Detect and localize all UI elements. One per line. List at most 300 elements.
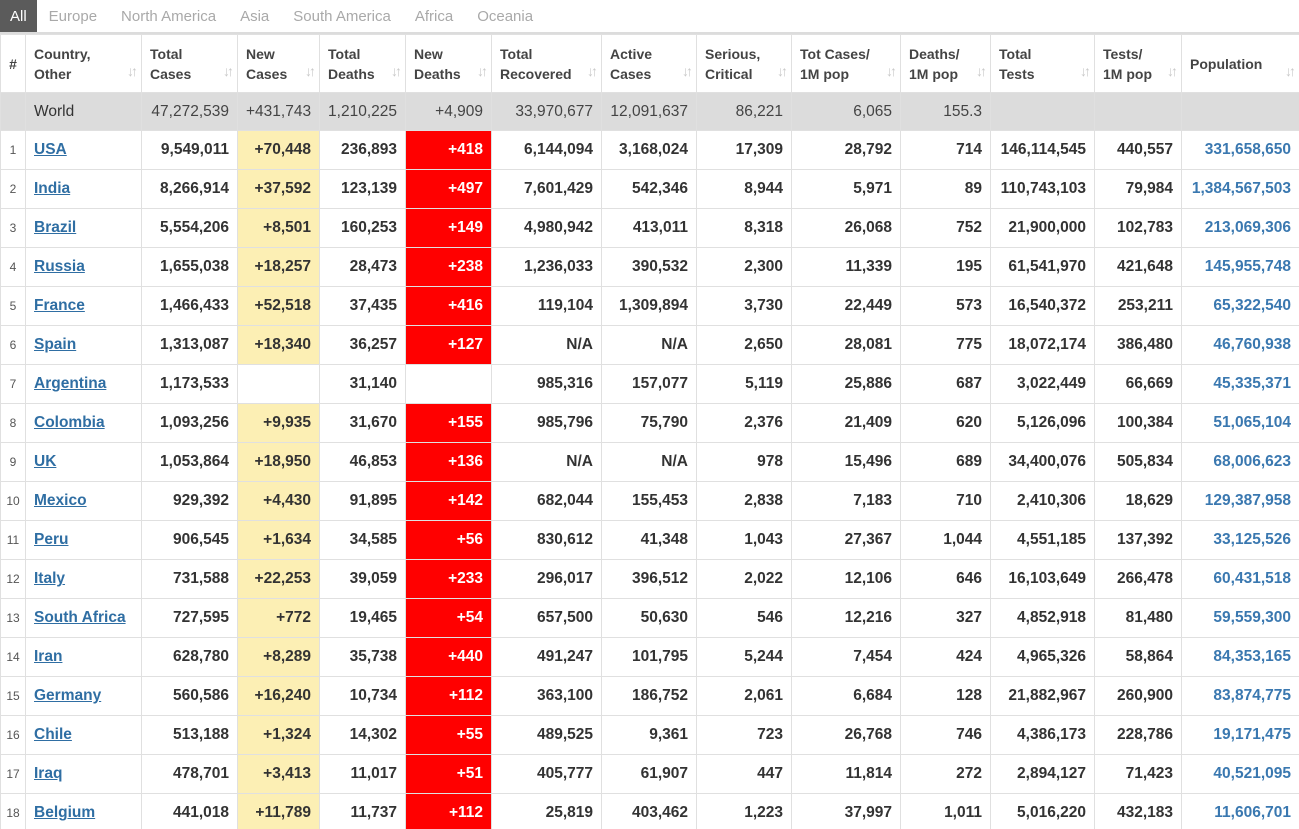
country-link[interactable]: Chile	[34, 726, 72, 743]
cell-total-deaths: 31,670	[320, 404, 406, 443]
header-label: Active	[610, 45, 653, 62]
cell-total-deaths: 35,738	[320, 638, 406, 677]
cell-rank: 9	[1, 443, 26, 482]
cell-total-tests: 4,965,326	[991, 638, 1095, 677]
cell-active-cases: 9,361	[602, 716, 697, 755]
cell-country	[26, 443, 142, 482]
cell-total-tests: 4,386,173	[991, 716, 1095, 755]
cell-rank: 3	[1, 209, 26, 248]
country-link[interactable]: UK	[34, 453, 57, 470]
cell-new-deaths: +142	[406, 482, 492, 521]
header-new-deaths[interactable]	[406, 35, 492, 93]
cell-population: 40,521,095	[1182, 755, 1299, 794]
header-serious-critical[interactable]	[697, 35, 792, 93]
cell-cases-per-1m: 11,814	[792, 755, 901, 794]
cell-total-recovered: 405,777	[492, 755, 602, 794]
cell-new-cases: +22,253	[238, 560, 320, 599]
cell-new-deaths: +418	[406, 131, 492, 170]
cell-total-tests: 21,882,967	[991, 677, 1095, 716]
cell-new-cases: +9,935	[238, 404, 320, 443]
table-row	[1, 638, 1299, 677]
header-cases-per-1m[interactable]	[792, 35, 901, 93]
cell-total-recovered: 491,247	[492, 638, 602, 677]
cell-new-deaths: +136	[406, 443, 492, 482]
cell-new-deaths: +238	[406, 248, 492, 287]
header-country[interactable]	[26, 35, 142, 93]
cell-tests-per-1m: 100,384	[1095, 404, 1182, 443]
cell-serious-critical: 546	[697, 599, 792, 638]
cell-country	[26, 677, 142, 716]
cell-total-tests: 21,900,000	[991, 209, 1095, 248]
cell-serious-critical: 1,043	[697, 521, 792, 560]
cell-rank: 4	[1, 248, 26, 287]
cell-rank: 7	[1, 365, 26, 404]
header-label: New	[246, 45, 275, 62]
header-label: Cases	[610, 65, 652, 82]
cell-total-tests: 2,410,306	[991, 482, 1095, 521]
cell-tests-per-1m: 253,211	[1095, 287, 1182, 326]
cell-new-cases: +16,240	[238, 677, 320, 716]
cell-total-cases: 628,780	[142, 638, 238, 677]
cell-active-cases: 390,532	[602, 248, 697, 287]
cell-deaths-per-1m: 272	[901, 755, 991, 794]
cell-tests-per-1m: 260,900	[1095, 677, 1182, 716]
cell-active-cases: 50,630	[602, 599, 697, 638]
country-link[interactable]: Italy	[34, 570, 66, 587]
cell-cases-per-1m: 12,216	[792, 599, 901, 638]
cell-rank: 16	[1, 716, 26, 755]
country-link[interactable]: Peru	[34, 531, 69, 548]
world-row	[1, 93, 1299, 131]
cell-total-recovered: 6,144,094	[492, 131, 602, 170]
cell-new-cases: +1,324	[238, 716, 320, 755]
cell-population: 46,760,938	[1182, 326, 1299, 365]
cell-tests-per-1m: 266,478	[1095, 560, 1182, 599]
cell-country	[26, 170, 142, 209]
table-row	[1, 131, 1299, 170]
cell-total-recovered: 830,612	[492, 521, 602, 560]
sort-both-icon[interactable]: ↓↑	[1285, 63, 1293, 79]
cell-serious-critical: 2,061	[697, 677, 792, 716]
tab-all[interactable]: All	[0, 0, 37, 32]
sort-both-icon[interactable]: ↓↑	[305, 63, 313, 79]
cell-total-cases: 727,595	[142, 599, 238, 638]
country-link[interactable]: Colombia	[34, 414, 105, 431]
cell-rank: 18	[1, 794, 26, 829]
header-label: Total	[328, 45, 361, 62]
cell-active-cases: N/A	[602, 326, 697, 365]
header-label: Cases	[150, 65, 192, 82]
tab-africa[interactable]: Africa	[414, 8, 454, 25]
cell-new-deaths: +4,909	[406, 93, 492, 131]
cell-total-recovered: N/A	[492, 326, 602, 365]
cell-new-cases: +772	[238, 599, 320, 638]
header-label: New	[414, 45, 443, 62]
cell-total-deaths: 37,435	[320, 287, 406, 326]
cell-tests-per-1m: 102,783	[1095, 209, 1182, 248]
header-label: Serious,	[705, 45, 761, 62]
cell-tests-per-1m: 440,557	[1095, 131, 1182, 170]
country-link[interactable]: Iraq	[34, 765, 63, 782]
header-total-cases[interactable]	[142, 35, 238, 93]
header-label: #	[9, 55, 17, 72]
cell-total-recovered: 119,104	[492, 287, 602, 326]
cell-new-deaths: +112	[406, 794, 492, 829]
header-population[interactable]	[1182, 35, 1299, 93]
cell-total-cases: 1,313,087	[142, 326, 238, 365]
tab-north-america[interactable]: North America	[121, 8, 217, 25]
cell-tests-per-1m: 137,392	[1095, 521, 1182, 560]
header-rank	[1, 35, 26, 93]
cell-total-cases: 731,588	[142, 560, 238, 599]
cell-active-cases: 1,309,894	[602, 287, 697, 326]
cell-tests-per-1m: 71,423	[1095, 755, 1182, 794]
cell-tests-per-1m: 432,183	[1095, 794, 1182, 829]
cell-deaths-per-1m: 1,044	[901, 521, 991, 560]
cell-country: World	[26, 93, 142, 131]
cell-total-cases: 1,466,433	[142, 287, 238, 326]
cell-total-cases: 441,018	[142, 794, 238, 829]
cell-deaths-per-1m: 89	[901, 170, 991, 209]
cell-population: 145,955,748	[1182, 248, 1299, 287]
cell-total-cases: 478,701	[142, 755, 238, 794]
cell-new-deaths: +51	[406, 755, 492, 794]
cell-cases-per-1m: 26,068	[792, 209, 901, 248]
cell-active-cases: 12,091,637	[602, 93, 697, 131]
covid-stats-table	[0, 34, 1299, 829]
cell-total-deaths: 160,253	[320, 209, 406, 248]
cell-total-cases: 1,093,256	[142, 404, 238, 443]
cell-serious-critical: 447	[697, 755, 792, 794]
cell-rank: 5	[1, 287, 26, 326]
cell-total-cases: 929,392	[142, 482, 238, 521]
cell-total-tests: 5,126,096	[991, 404, 1095, 443]
cell-population: 51,065,104	[1182, 404, 1299, 443]
cell-total-recovered: 25,819	[492, 794, 602, 829]
country-link[interactable]: Germany	[34, 687, 102, 704]
cell-tests-per-1m: 421,648	[1095, 248, 1182, 287]
cell-active-cases: 403,462	[602, 794, 697, 829]
header-label: Population	[1190, 55, 1263, 72]
sort-desc-icon[interactable]: ↓↑	[223, 63, 231, 79]
country-link[interactable]: France	[34, 297, 85, 314]
cell-total-recovered: 296,017	[492, 560, 602, 599]
cell-country	[26, 599, 142, 638]
region-filter-tabs	[0, 0, 1299, 34]
cell-serious-critical: 8,944	[697, 170, 792, 209]
cell-deaths-per-1m: 775	[901, 326, 991, 365]
cell-total-tests: 4,551,185	[991, 521, 1095, 560]
cell-cases-per-1m: 37,997	[792, 794, 901, 829]
header-total-deaths[interactable]	[320, 35, 406, 93]
sort-both-icon[interactable]: ↓↑	[477, 63, 485, 79]
table-row	[1, 482, 1299, 521]
header-total-tests[interactable]	[991, 35, 1095, 93]
header-total-recovered[interactable]	[492, 35, 602, 93]
cell-total-recovered: 363,100	[492, 677, 602, 716]
country-link[interactable]: South Africa	[34, 609, 126, 626]
cell-country	[26, 482, 142, 521]
cell-new-deaths: +155	[406, 404, 492, 443]
cell-country	[26, 755, 142, 794]
country-link[interactable]: Brazil	[34, 219, 77, 236]
cell-active-cases: 3,168,024	[602, 131, 697, 170]
cell-population: 19,171,475	[1182, 716, 1299, 755]
cell-country	[26, 794, 142, 829]
cell-serious-critical: 3,730	[697, 287, 792, 326]
cell-cases-per-1m: 12,106	[792, 560, 901, 599]
cell-new-deaths: +112	[406, 677, 492, 716]
cell-new-cases: +3,413	[238, 755, 320, 794]
cell-rank: 14	[1, 638, 26, 677]
country-link[interactable]: Russia	[34, 258, 85, 275]
cell-deaths-per-1m: 195	[901, 248, 991, 287]
cell-new-deaths: +54	[406, 599, 492, 638]
cell-deaths-per-1m: 689	[901, 443, 991, 482]
cell-total-tests: 34,400,076	[991, 443, 1095, 482]
cell-total-recovered: 7,601,429	[492, 170, 602, 209]
cell-total-cases: 906,545	[142, 521, 238, 560]
cell-rank: 6	[1, 326, 26, 365]
cell-tests-per-1m: 228,786	[1095, 716, 1182, 755]
cell-new-deaths: +233	[406, 560, 492, 599]
cell-tests-per-1m: 58,864	[1095, 638, 1182, 677]
header-label: Tot Cases/	[800, 45, 870, 62]
cell-total-deaths: 236,893	[320, 131, 406, 170]
cell-active-cases: 41,348	[602, 521, 697, 560]
cell-cases-per-1m: 27,367	[792, 521, 901, 560]
table-row	[1, 248, 1299, 287]
cell-total-recovered: 985,316	[492, 365, 602, 404]
sort-both-icon[interactable]: ↓↑	[682, 63, 690, 79]
cell-country	[26, 365, 142, 404]
cell-new-cases: +18,340	[238, 326, 320, 365]
cell-serious-critical: 2,838	[697, 482, 792, 521]
cell-new-cases: +52,518	[238, 287, 320, 326]
cell-total-tests	[991, 93, 1095, 131]
country-link[interactable]: Iran	[34, 648, 63, 665]
header-active-cases[interactable]	[602, 35, 697, 93]
cell-population: 11,606,701	[1182, 794, 1299, 829]
cell-total-cases: 1,053,864	[142, 443, 238, 482]
cell-deaths-per-1m: 710	[901, 482, 991, 521]
header-label: Deaths	[414, 65, 461, 82]
cell-total-deaths: 11,017	[320, 755, 406, 794]
cell-total-tests: 146,114,545	[991, 131, 1095, 170]
cell-total-recovered: N/A	[492, 443, 602, 482]
cell-total-tests: 16,540,372	[991, 287, 1095, 326]
cell-serious-critical: 2,376	[697, 404, 792, 443]
cell-active-cases: 155,453	[602, 482, 697, 521]
cell-population: 1,384,567,503	[1182, 170, 1299, 209]
cell-deaths-per-1m: 573	[901, 287, 991, 326]
cell-deaths-per-1m: 714	[901, 131, 991, 170]
sort-both-icon[interactable]: ↓↑	[127, 63, 135, 79]
cell-new-deaths: +149	[406, 209, 492, 248]
cell-total-deaths: 36,257	[320, 326, 406, 365]
cell-total-tests: 110,743,103	[991, 170, 1095, 209]
cell-total-tests: 18,072,174	[991, 326, 1095, 365]
cell-rank	[1, 93, 26, 131]
header-label: Total	[999, 45, 1032, 62]
country-link[interactable]: Spain	[34, 336, 77, 353]
cell-new-deaths: +497	[406, 170, 492, 209]
cell-total-deaths: 39,059	[320, 560, 406, 599]
sort-both-icon[interactable]: ↓↑	[976, 63, 984, 79]
cell-serious-critical: 2,022	[697, 560, 792, 599]
cell-serious-critical: 2,650	[697, 326, 792, 365]
cell-cases-per-1m: 15,496	[792, 443, 901, 482]
country-link[interactable]: Argentina	[34, 375, 107, 392]
cell-population: 45,335,371	[1182, 365, 1299, 404]
cell-country	[26, 716, 142, 755]
cell-serious-critical: 5,244	[697, 638, 792, 677]
table-row	[1, 404, 1299, 443]
sort-both-icon[interactable]: ↓↑	[1080, 63, 1088, 79]
cell-total-deaths: 19,465	[320, 599, 406, 638]
cell-tests-per-1m: 505,834	[1095, 443, 1182, 482]
cell-tests-per-1m: 79,984	[1095, 170, 1182, 209]
cell-new-cases: +431,743	[238, 93, 320, 131]
cell-total-deaths: 10,734	[320, 677, 406, 716]
cell-rank: 11	[1, 521, 26, 560]
tab-south-america[interactable]: South America	[293, 8, 391, 25]
cell-deaths-per-1m: 646	[901, 560, 991, 599]
cell-deaths-per-1m: 128	[901, 677, 991, 716]
cell-total-recovered: 682,044	[492, 482, 602, 521]
cell-rank: 12	[1, 560, 26, 599]
cell-tests-per-1m: 386,480	[1095, 326, 1182, 365]
cell-total-tests: 5,016,220	[991, 794, 1095, 829]
cell-deaths-per-1m: 1,011	[901, 794, 991, 829]
cell-total-cases: 5,554,206	[142, 209, 238, 248]
cell-total-recovered: 489,525	[492, 716, 602, 755]
table-row	[1, 170, 1299, 209]
cell-serious-critical: 1,223	[697, 794, 792, 829]
header-label: Cases	[246, 65, 288, 82]
cell-total-cases: 9,549,011	[142, 131, 238, 170]
country-link[interactable]: India	[34, 180, 71, 197]
cell-population: 68,006,623	[1182, 443, 1299, 482]
cell-population: 129,387,958	[1182, 482, 1299, 521]
tab-asia[interactable]: Asia	[240, 8, 270, 25]
cell-rank: 1	[1, 131, 26, 170]
cell-population: 65,322,540	[1182, 287, 1299, 326]
sort-both-icon[interactable]: ↓↑	[391, 63, 399, 79]
cell-rank: 15	[1, 677, 26, 716]
cell-active-cases: 542,346	[602, 170, 697, 209]
sort-both-icon[interactable]: ↓↑	[777, 63, 785, 79]
country-link[interactable]: Belgium	[34, 804, 96, 821]
header-label: Other	[34, 65, 72, 82]
header-new-cases[interactable]	[238, 35, 320, 93]
cell-serious-critical: 978	[697, 443, 792, 482]
cell-cases-per-1m: 25,886	[792, 365, 901, 404]
country-link[interactable]: USA	[34, 141, 67, 158]
cell-country	[26, 560, 142, 599]
cell-active-cases: 101,795	[602, 638, 697, 677]
cell-total-recovered: 985,796	[492, 404, 602, 443]
cell-new-deaths: +55	[406, 716, 492, 755]
cell-cases-per-1m: 7,454	[792, 638, 901, 677]
cell-rank: 10	[1, 482, 26, 521]
cell-population: 83,874,775	[1182, 677, 1299, 716]
cell-total-deaths: 1,210,225	[320, 93, 406, 131]
header-label: Country,	[34, 45, 91, 62]
cell-total-tests: 3,022,449	[991, 365, 1095, 404]
header-label: Deaths/	[909, 45, 960, 62]
cell-active-cases: 186,752	[602, 677, 697, 716]
cell-cases-per-1m: 11,339	[792, 248, 901, 287]
header-label: Recovered	[500, 65, 572, 82]
cell-total-deaths: 31,140	[320, 365, 406, 404]
cell-serious-critical: 723	[697, 716, 792, 755]
cell-rank: 13	[1, 599, 26, 638]
header-label: 1M pop	[800, 65, 849, 82]
cell-serious-critical: 5,119	[697, 365, 792, 404]
cell-total-tests: 4,852,918	[991, 599, 1095, 638]
cell-total-deaths: 28,473	[320, 248, 406, 287]
cell-country	[26, 248, 142, 287]
cell-active-cases: 413,011	[602, 209, 697, 248]
table-row	[1, 560, 1299, 599]
header-tests-per-1m[interactable]	[1095, 35, 1182, 93]
cell-total-tests: 16,103,649	[991, 560, 1095, 599]
cell-new-cases: +37,592	[238, 170, 320, 209]
table-row	[1, 287, 1299, 326]
cell-active-cases: 61,907	[602, 755, 697, 794]
cell-rank: 17	[1, 755, 26, 794]
tab-europe[interactable]: Europe	[48, 8, 98, 25]
cell-serious-critical: 17,309	[697, 131, 792, 170]
table-row	[1, 209, 1299, 248]
cell-total-deaths: 14,302	[320, 716, 406, 755]
header-label: Critical	[705, 65, 753, 82]
header-label: Deaths	[328, 65, 375, 82]
cell-cases-per-1m: 21,409	[792, 404, 901, 443]
cell-total-cases: 1,173,533	[142, 365, 238, 404]
table-row	[1, 755, 1299, 794]
cell-active-cases: 157,077	[602, 365, 697, 404]
cell-deaths-per-1m: 327	[901, 599, 991, 638]
sort-both-icon[interactable]: ↓↑	[886, 63, 894, 79]
cell-active-cases: N/A	[602, 443, 697, 482]
cell-new-cases: +70,448	[238, 131, 320, 170]
cell-total-deaths: 123,139	[320, 170, 406, 209]
tab-oceania[interactable]: Oceania	[477, 8, 534, 25]
cell-total-recovered: 4,980,942	[492, 209, 602, 248]
cell-country	[26, 287, 142, 326]
header-deaths-per-1m[interactable]	[901, 35, 991, 93]
cell-country	[26, 209, 142, 248]
cell-total-cases: 8,266,914	[142, 170, 238, 209]
sort-both-icon[interactable]: ↓↑	[1167, 63, 1175, 79]
cell-cases-per-1m: 22,449	[792, 287, 901, 326]
cell-rank: 2	[1, 170, 26, 209]
cell-new-deaths: +56	[406, 521, 492, 560]
table-row	[1, 521, 1299, 560]
cell-population: 331,658,650	[1182, 131, 1299, 170]
cell-deaths-per-1m: 687	[901, 365, 991, 404]
cell-cases-per-1m: 5,971	[792, 170, 901, 209]
cell-total-tests: 2,894,127	[991, 755, 1095, 794]
cell-new-deaths: +127	[406, 326, 492, 365]
cell-country	[26, 326, 142, 365]
cell-total-recovered: 1,236,033	[492, 248, 602, 287]
country-link[interactable]: Mexico	[34, 492, 87, 509]
sort-both-icon[interactable]: ↓↑	[587, 63, 595, 79]
cell-deaths-per-1m: 746	[901, 716, 991, 755]
